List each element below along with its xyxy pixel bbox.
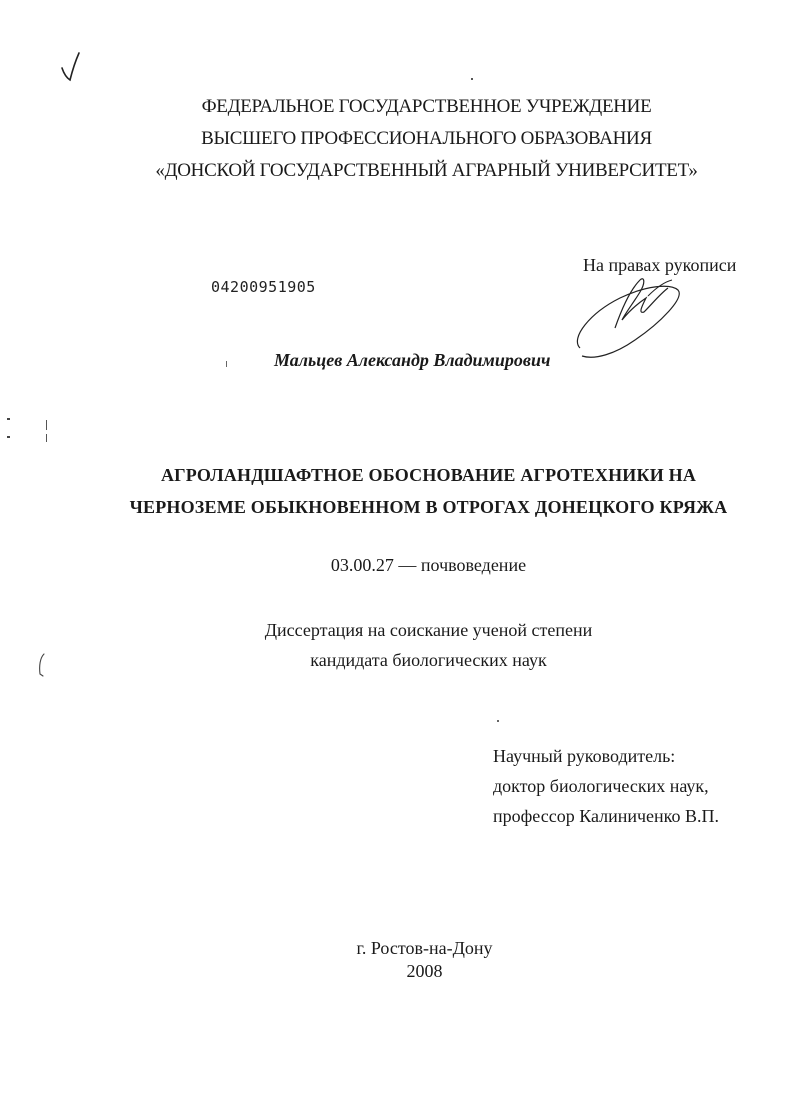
supervisor-degree: доктор биологических наук, (493, 776, 709, 796)
year: 2008 (406, 961, 443, 981)
institution-line-3: «ДОНСКОЙ ГОСУДАРСТВЕННЫЙ АГРАРНЫЙ УНИВЕРСИТЕТ» (155, 160, 698, 181)
catalog-number: 04200951905 (211, 278, 316, 296)
degree-line-1: Диссертация на соискание ученой степени (264, 620, 593, 640)
title-line-2: ЧЕРНОЗЕМЕ ОБЫКНОВЕННОМ В ОТРОГАХ ДОНЕЦКОГО КРЯЖА (129, 497, 728, 517)
author-name: Мальцев Александр Владимирович (274, 350, 551, 370)
institution-line-1: ФЕДЕРАЛЬНОЕ ГОСУДАРСТВЕННОЕ УЧРЕЖДЕНИЕ (201, 96, 652, 117)
institution-line-2: ВЫСШЕГО ПРОФЕССИОНАЛЬНОГО ОБРАЗОВАНИЯ (201, 128, 652, 149)
city: г. Ростов-на-Дону (356, 938, 493, 958)
speck-mid (497, 720, 499, 722)
handwritten-check-mark (58, 50, 88, 84)
speck-left-2 (7, 436, 10, 438)
degree-line-2: кандидата биологических наук (310, 650, 547, 670)
supervisor-label: Научный руководитель: (493, 746, 676, 766)
speck-author (226, 361, 227, 367)
handwritten-signature (560, 268, 700, 368)
supervisor-name: профессор Калиниченко В.П. (493, 806, 720, 826)
tick-left-2 (46, 434, 47, 442)
manuscript-note: На правах рукописи (583, 255, 737, 275)
title-line-1: АГРОЛАНДШАФТНОЕ ОБОСНОВАНИЕ АГРОТЕХНИКИ НА (160, 465, 697, 485)
speck-left-1 (7, 418, 10, 420)
specialty-code: 03.00.27 — почвоведение (330, 555, 527, 575)
speck-top (471, 78, 473, 80)
tick-left-1 (46, 420, 47, 430)
